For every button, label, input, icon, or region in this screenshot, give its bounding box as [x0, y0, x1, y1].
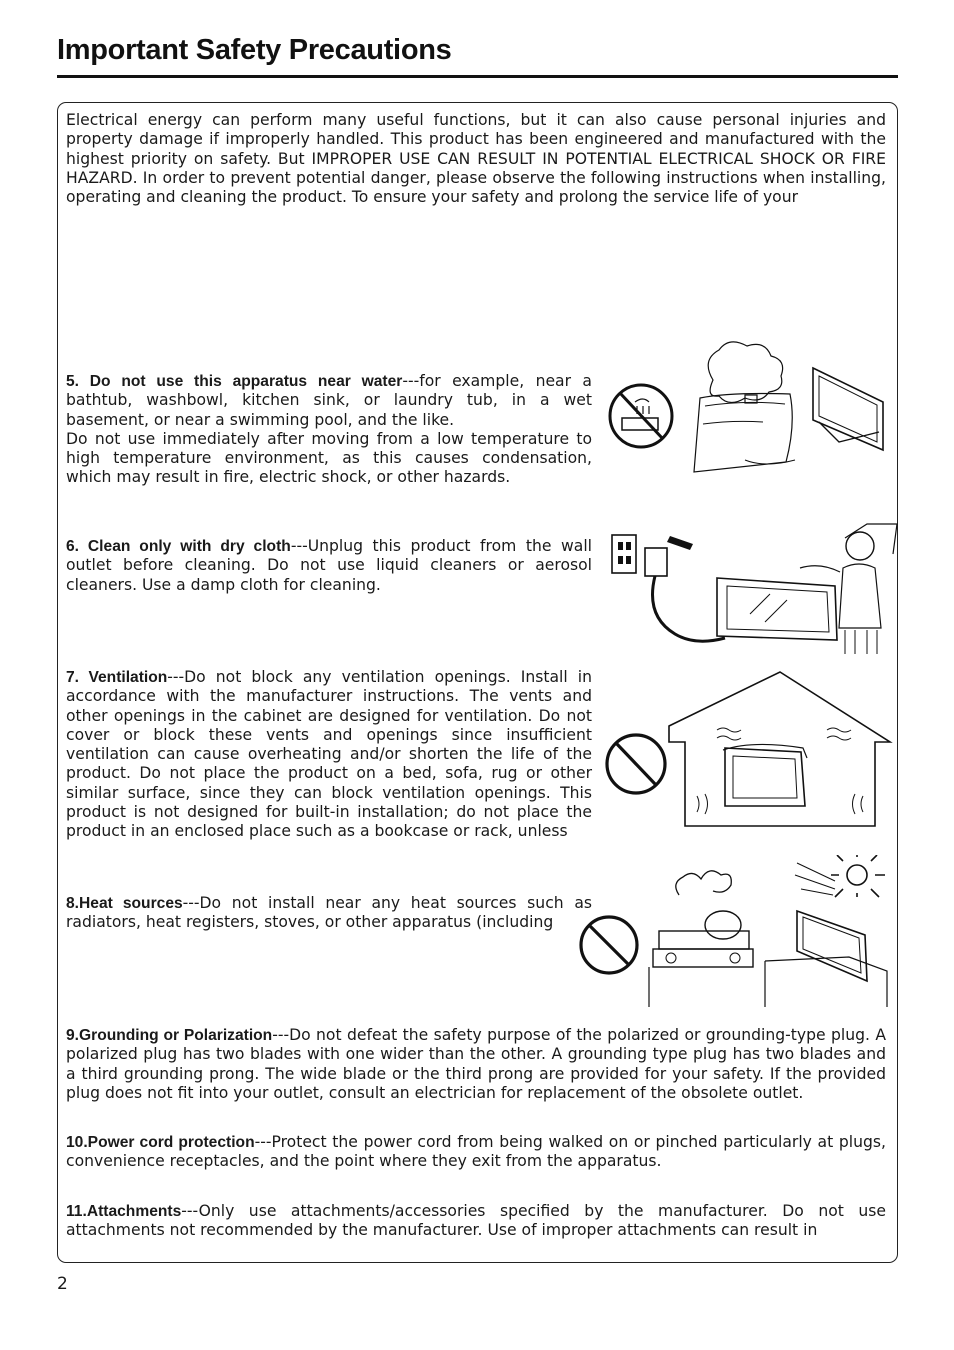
item-5-heading: 5. Do not use this apparatus near water	[66, 373, 403, 390]
cleaning-illustration	[605, 518, 900, 658]
item-11-text: ---Only use attachments/accessories specified by the manufacturer. Do not use attachments not recommended by the manufacturer. Use of improper attachments can result in	[66, 1202, 886, 1240]
water-hazard-illustration	[605, 340, 890, 480]
item-8-text: ---Do not install near any heat sources such as radiators, heat registers, stoves, or other apparatus (including	[66, 894, 592, 932]
item-5-text: ---for example, near a bathtub, washbowl, kitchen sink, or laundry tub, in a wet basement, or near a swimming pool, and the like.	[66, 372, 592, 429]
no-symbol-icon	[581, 917, 637, 973]
item-5-paragraph	[66, 372, 592, 488]
item-10-heading: 10.Power cord protection	[66, 1134, 255, 1151]
item-10-paragraph	[66, 1133, 886, 1172]
item-7-text: ---Do not block any ventilation openings. Install in accordance with the manufacturer instructions. The vents and other openings in the cabinet are designed for ventilation. Do not cover or block these vents and openings since insufficient ventilation can cause overheating and/or shorten the life of the product. Do not place the product on a bed, sofa, rug or other similar surface, since they can block ventilation openings. This product is not designed for built-in installation; do not place the product in an enclosed place such as a bookcase or rack, unless	[66, 668, 592, 841]
no-symbol-icon	[607, 735, 665, 793]
item-8-paragraph	[66, 894, 592, 934]
ventilation-illustration	[605, 670, 895, 830]
item-8-heading: 8.Heat sources	[66, 895, 183, 912]
item-9-text: ---Do not defeat the safety purpose of the polarized or grounding-type plug. A polarized plug has two blades with one wider than the other. A grounding type plug has two blades and a third grounding prong. The wide blade or the third prong are provided for your safety. If the provided plug does not fit into your outlet, consult an electrician for replacement of the obsolete outlet.	[66, 1026, 886, 1102]
title-rule	[57, 75, 898, 78]
item-6-heading: 6. Clean only with dry cloth	[66, 538, 291, 555]
item-7-heading: 7. Ventilation	[66, 669, 168, 686]
item-11-paragraph	[66, 1202, 886, 1242]
item-7-paragraph	[66, 668, 592, 842]
item-9-paragraph	[66, 1026, 886, 1103]
page-number: 2	[57, 1274, 68, 1294]
item-6-paragraph	[66, 537, 592, 595]
cleaning-icon	[612, 535, 725, 641]
item-11-heading: 11.Attachments	[66, 1203, 182, 1220]
item-10-text: ---Protect the power cord from being walked on or pinched particularly at plugs, convenience receptacles, and the point where they exit from the apparatus.	[66, 1133, 886, 1171]
heat-sources-illustration	[575, 855, 895, 1010]
no-water-icon	[610, 385, 672, 447]
intro-paragraph: Electrical energy can perform many useful functions, but it can also cause personal injuries and property damage if improperly handled. This product has been engineered and manufactured with the highest priority on safety. But IMPROPER USE CAN RESULT IN POTENTIAL ELECTRICAL SHOCK OR FIRE HAZARD. In order to prevent potential danger, please observe the following instructions when installing, operating and cleaning the product. To ensure your safety and prolong the service life of your	[66, 111, 886, 207]
item-6-text: ---Unplug this product from the wall outlet before cleaning. Do not use liquid cleaners or aerosol cleaners. Use a damp cloth for cleaning.	[66, 537, 592, 594]
page-title: Important Safety Precautions	[57, 34, 452, 66]
item-9-heading: 9.Grounding or Polarization	[66, 1027, 273, 1044]
item-5-text-2: Do not use immediately after moving from a low temperature to high temperature environment, as this causes condensation, which may result in fire, electric shock, or other hazards.	[66, 429, 592, 487]
